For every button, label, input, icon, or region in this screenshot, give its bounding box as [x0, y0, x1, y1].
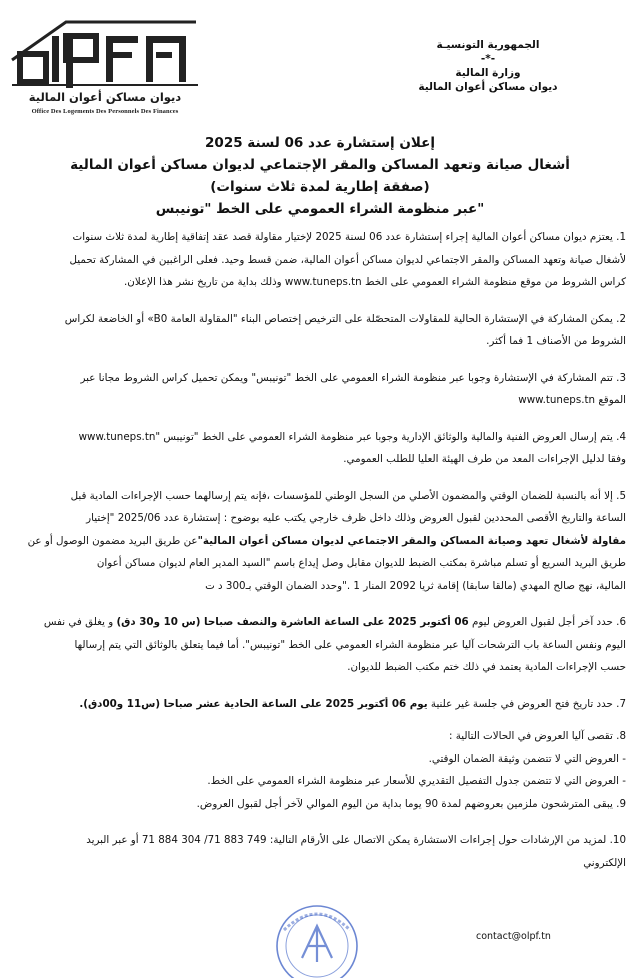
paragraph-text: الموقع www.tuneps.tn: [518, 394, 626, 406]
paragraph-text: يعتزم ديوان مساكن أعوان المالية إجراء إستشارة عدد 06 لسنة 2025 لإختيار مقاولة قصد عقد إتفاقية إطارية لمدة ثلاث سنوات: [72, 231, 613, 243]
paragraph-text: إلا أنه بالنسبة للضمان الوقتي والمضمون الأصلي من السجل الوطني للمؤسسات ،فإنه يتم إرسالهما حسب الإجراءات المادية قبل: [70, 489, 613, 502]
paragraph-text: وفقا لدليل الإجراءات المعد من طرف الهيئة العليا للطلب العمومي.: [343, 453, 626, 465]
deadline-bold: 06 أكتوبر 2025 على الساعة العاشرة والنصف صباحا (س 10 و30 دق): [116, 616, 469, 628]
ministry-header: [388, 38, 588, 94]
contact-email: contact@olpf.tn: [476, 931, 551, 942]
paragraph-text: تتم المشاركة في الإستشارة وجوبا عبر منظومة الشراء العمومي على الخط "تونيبس" ويمكن تحميل كراس الشروط مجانا عبر: [80, 371, 613, 384]
exclusion-item: - العروض التي لا تتضمن جدول التفصيل التقديري للأسعار عبر منظومة الشراء العمومي على الخط.: [207, 775, 626, 787]
paragraph-text: طريق البريد السريع أو تسلم مباشرة بمكتب الضبط للديوان مقابل وصل إيداع باسم "السيد المدير العام لديوان مساكن أعوان: [96, 557, 626, 569]
paragraph-7: [14, 693, 626, 716]
paragraph-number: 8.: [616, 730, 626, 742]
paragraph-number: 9.: [616, 797, 626, 810]
paragraph-text: المالية، نهج صالح المهدي (مالقا سابقا) إقامة ثريا 2092 المنار 1 ."وحدد الضمان الوقتي بـ300 د ت: [205, 579, 626, 592]
official-stamp-icon: [262, 896, 372, 978]
paragraph-number: 2.: [616, 312, 626, 325]
paragraph-number: 1.: [616, 231, 626, 243]
announcement-title-block: [60, 132, 580, 220]
opening-date-bold: يوم 06 أكتوبر 2025 على الساعة الحادية عشر صباحا (س11 و00دق).: [79, 697, 428, 710]
paragraph-text: الإلكتروني: [583, 856, 626, 869]
olpf-logo-mark-icon: [6, 14, 202, 92]
paragraph-text: تقصى آليا العروض في الحالات التالية :: [449, 730, 613, 742]
paragraph-number: 7.: [616, 697, 626, 710]
paragraph-3: [14, 367, 626, 412]
logo-french-text: Office Des Logements Des Personnels Des Finances: [31, 108, 179, 115]
olpf-logo: [6, 14, 202, 114]
announcement-body: [14, 226, 626, 874]
paragraph-text: حدد تاريخ فتح العروض في جلسة غير علنية: [430, 697, 613, 710]
paragraph-number: 10.: [609, 834, 626, 846]
paragraph-number: 6.: [616, 616, 626, 628]
paragraph-10: [14, 829, 626, 874]
paragraph-text: يمكن المشاركة في الإستشارة الحالية للمقاولات المتحصّلة على الترخيص إختصاص البناء "المقاولة العامة B0» أو الخاضعة لكراس: [64, 312, 613, 325]
paragraph-text: اليوم ونفس الساعة باب الترشحات آليا عبر منظومة الشراء العمومي على الخط "تونيبس". أما فيما يتعلق بالوثائق التي يتم إرسالها: [74, 638, 626, 651]
ministry-line: وزارة المالية: [455, 67, 521, 79]
paragraph-text: يتم إرسال العروض الفنية والمالية والوثائق الإدارية وجوبا عبر منظومة الشراء العمومي على الخط "تونيبس "www.tuneps.tn: [78, 430, 613, 443]
paragraph-text: الشروط من الأصناف 1 فما أكثر.: [486, 335, 626, 347]
paragraph-text: لمزيد من الإرشادات حول إجراءات الاستشارة يمكن الاتصال على الأرقام التالية: 749 883 71/ 304 884 71 أو عبر البريد: [86, 834, 607, 846]
paragraph-text: لأشغال صيانة وتعهد المساكن والمقر الاجتماعي لديوان مساكن أعوان المالية، ضمن قسط وحيد. فعلى الراغبين في المشاركة تحميل: [69, 253, 626, 266]
paragraph-text: و يغلق في نفس: [43, 616, 114, 628]
paragraph-6: [14, 611, 626, 679]
paragraph-number: 3.: [616, 371, 626, 384]
title-line-2: أشغال صيانة وتعهد المساكن والمقر الإجتماعي لديوان مساكن أعوان المالية: [70, 157, 570, 173]
paragraph-5: [14, 485, 626, 598]
paragraph-text: كراس الشروط من موقع منظومة الشراء العمومي على الخط www.tuneps.tn وذلك بداية من تاريخ نشر هذا الإعلان.: [123, 276, 626, 288]
title-line-1: إعلان إستشارة عدد 06 لسنة 2025: [205, 135, 435, 151]
office-line: ديوان مساكن أعوان المالية: [418, 81, 558, 93]
logo-arabic-text: ديوان مساكن أعوان المالية: [28, 90, 182, 104]
header-separator: -*-: [480, 53, 496, 65]
paragraph-number: 5.: [616, 489, 626, 502]
title-line-3: (صفقة إطارية لمدة ثلاث سنوات): [210, 179, 430, 195]
republic-line: الجمهورية التونسيـة: [436, 39, 540, 51]
paragraph-text: حسب الإجراءات المادية يعتمد في ذلك ختم مكتب الضبط للديوان.: [347, 661, 626, 673]
title-line-4: "عبر منظومة الشراء العمومي على الخط "تونيبس: [155, 201, 485, 217]
paragraph-text: حدد آخر أجل لقبول العروض ليوم: [471, 616, 613, 628]
paragraph-9: [14, 793, 626, 816]
envelope-subject-bold: مقاولة لأشغال تعهد وصيانة المساكن والمقر الاجتماعي لديوان مساكن أعوان المالية": [197, 534, 626, 547]
paragraph-4: [14, 426, 626, 471]
paragraph-2: [14, 308, 626, 353]
paragraph-text: الساعة والتاريخ الأقصى المحددين لقبول العروض وذلك داخل ظرف خارجي يكتب عليه بوضوح : إستشارة عدد 2025/06 "إختيار: [86, 512, 626, 524]
paragraph-text: عن طريق البريد مضمون الوصول أو عن: [27, 534, 198, 547]
exclusion-item: - العروض التي لا تتضمن وثيقة الضمان الوقتي.: [428, 752, 626, 765]
paragraph-text: يبقى المترشحون ملزمين بعروضهم لمدة 90 يوما بداية من اليوم الموالي لآخر أجل لقبول العروض.: [196, 797, 613, 810]
paragraph-8: [14, 725, 626, 793]
paragraph-number: 4.: [616, 430, 626, 443]
paragraph-1: [14, 226, 626, 294]
